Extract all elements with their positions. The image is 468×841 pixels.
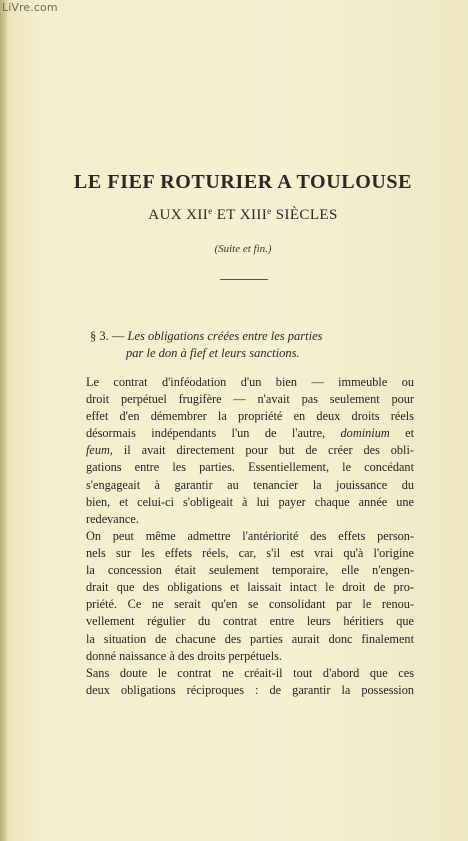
section-heading-line1: [90, 329, 323, 344]
paragraph-3: [86, 665, 414, 699]
text-line: la concession était seulement temporaire, elle n'engen-: [86, 563, 414, 578]
text-line: gations entre les parties. Essentiellement, le concédant: [86, 460, 414, 475]
text-line: feum, il avait directement pour but de créer des obli-: [86, 443, 414, 458]
text-line: vellement régulier du contrat entre leurs héritiers que: [86, 614, 414, 629]
text-line: redevance.: [86, 511, 139, 526]
text-line: priété. Ce ne serait qu'en se consolidant par le renou-: [86, 597, 414, 612]
text-line: donné naissance à des droits perpétuels.: [86, 648, 283, 663]
text-line: droit perpétuel frugifère — n'avait pas seulement pour: [86, 392, 414, 407]
text-line: effet d'en démembrer la propriété en deux droits réels: [86, 409, 414, 424]
section-heading-line2: par le don à fief et leurs sanctions.: [126, 346, 300, 360]
text-line: nels sur les effets réels, car, s'il est vrai qu'à l'origine: [86, 546, 414, 561]
text-line: drait que des obligations et laissait intact le droit de pro-: [86, 580, 414, 595]
text-line: la situation de chacune des parties aurait donc finalement: [86, 631, 414, 646]
title-divider: [220, 279, 268, 280]
text-line: désormais indépendants l'un de l'autre, dominium et: [86, 426, 415, 441]
watermark: LiVre.com: [2, 1, 58, 14]
section-heading-text: Les obligations créées entre les parties: [124, 329, 323, 343]
text-line: s'engageait à garantir au tenancier la jouissance du: [86, 477, 414, 492]
book-spine-shadow: [0, 0, 7, 841]
text-line: On peut même admettre l'antériorité des effets person-: [86, 529, 414, 543]
text-line: deux obligations réciproques : de garantir la possession: [86, 683, 414, 698]
section-number: § 3. —: [90, 329, 125, 343]
paragraph-2: [86, 528, 414, 665]
text-line: Sans doute le contrat ne créait-il tout d'abord que ces: [86, 666, 414, 680]
article-title: LE FIEF ROTURIER A TOULOUSE: [73, 171, 413, 193]
text-line: Le contrat d'inféodation d'un bien — immeuble ou: [86, 375, 414, 389]
paragraph-1: [86, 374, 414, 528]
text-line: bien, et celui-ci s'obligeait à lui payer chaque année une: [86, 494, 414, 509]
continuation-note: (Suite et fin.): [214, 243, 272, 255]
article-subtitle: AUX XIIe ET XIIIe SIÈCLES: [148, 206, 338, 223]
